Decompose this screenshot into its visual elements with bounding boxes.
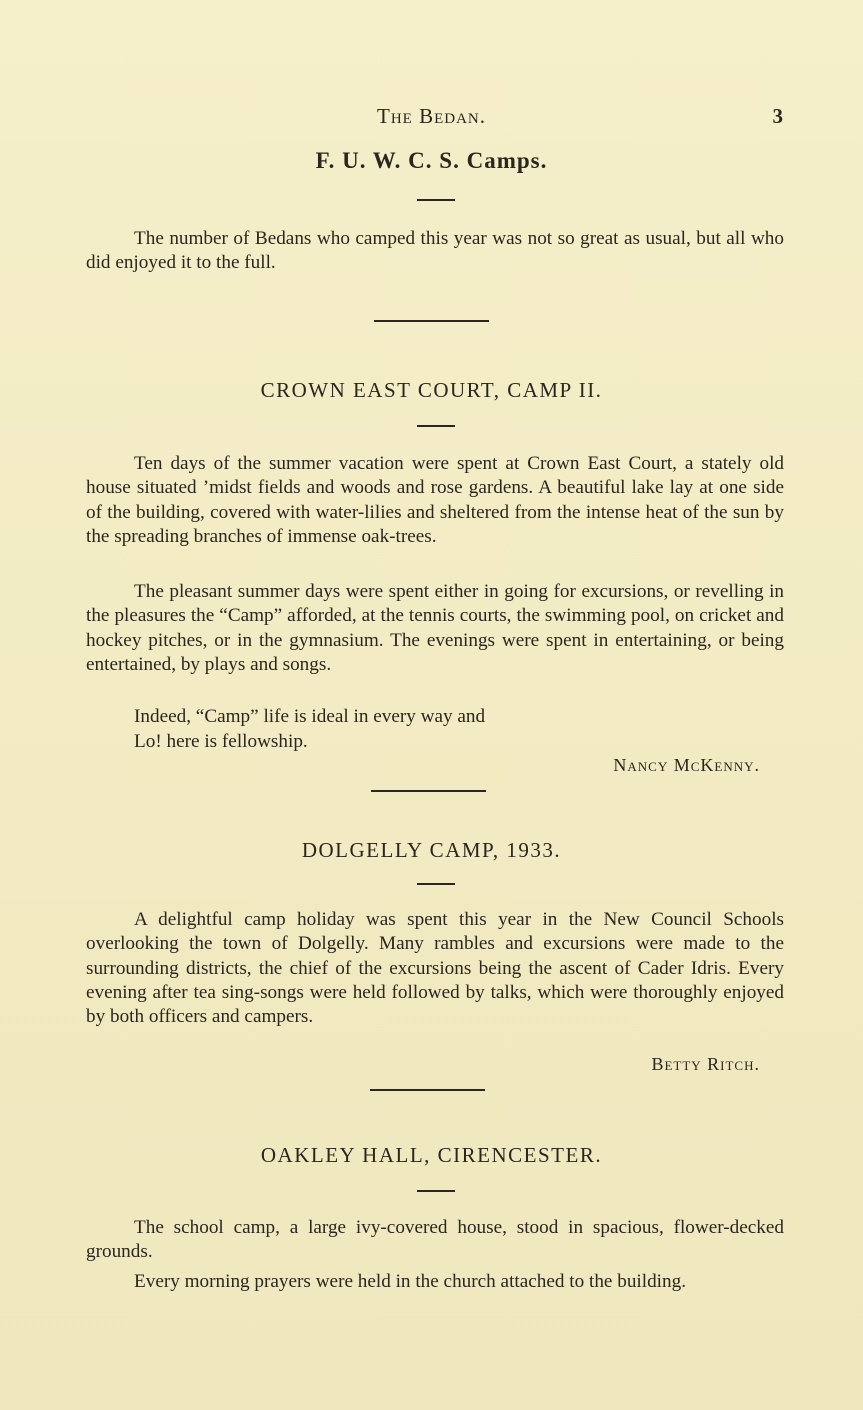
section-divider	[374, 320, 489, 322]
section-heading-crown-east-court: CROWN EAST COURT, CAMP II.	[260, 378, 603, 402]
section-heading-dolgelly-camp: DOLGELLY CAMP, 1933.	[301, 838, 562, 862]
paragraph: The school camp, a large ivy-covered house, stood in spacious, flower-decked grounds.	[86, 1217, 784, 1263]
paragraph: Ten days of the summer vacation were spent at Crown East Court, a stately old house situated ’midst fields and woods and rose gardens. A beautiful lake lay at one side of the building, covered with water-lilies and sheltered from the intense heat of the sun by the spreading branches of immense oak-trees.	[86, 453, 784, 547]
running-head	[0, 104, 863, 134]
intro-paragraph: The number of Bedans who camped this year was not so great as usual, but all who did enjoyed it to the full.	[86, 228, 784, 274]
author-signature: Nancy McKenny.	[613, 755, 760, 775]
page-number: 3	[772, 104, 783, 128]
author-signature: Betty Ritch.	[651, 1054, 760, 1074]
section-divider	[371, 790, 486, 792]
paragraph: A delightful camp holiday was spent this year in the New Council Schools overlooking the town of Dolgelly. Many rambles and excursions were made to the surrounding districts, the chief of the excursions being the ascent of Cader Idris. Every evening after tea sing-songs were held followed by talks, which were thoroughly enjoyed by both officers and campers.	[86, 909, 784, 1028]
section-heading-oakley-hall: OAKLEY HALL, CIRENCESTER.	[260, 1143, 603, 1167]
running-title: The Bedan.	[377, 104, 486, 128]
title-rule	[417, 199, 455, 201]
verse-line: Indeed, “Camp” life is ideal in every way and	[134, 706, 486, 727]
paragraph: The pleasant summer days were spent either in going for excursions, or revelling in the pleasures the “Camp” afforded, at the tennis courts, the swimming pool, on cricket and hockey pitches, or in the gymnasium. The evenings were spent in entertaining, or being entertained, by plays and songs.	[86, 581, 784, 675]
article-title: F. U. W. C. S. Camps.	[315, 148, 548, 173]
paragraph: Every morning prayers were held in the church attached to the building.	[134, 1271, 686, 1292]
heading-rule	[417, 425, 455, 427]
heading-rule	[417, 1190, 455, 1192]
section-divider	[370, 1089, 485, 1091]
verse-line: Lo! here is fellowship.	[134, 731, 308, 752]
heading-rule	[417, 883, 455, 885]
